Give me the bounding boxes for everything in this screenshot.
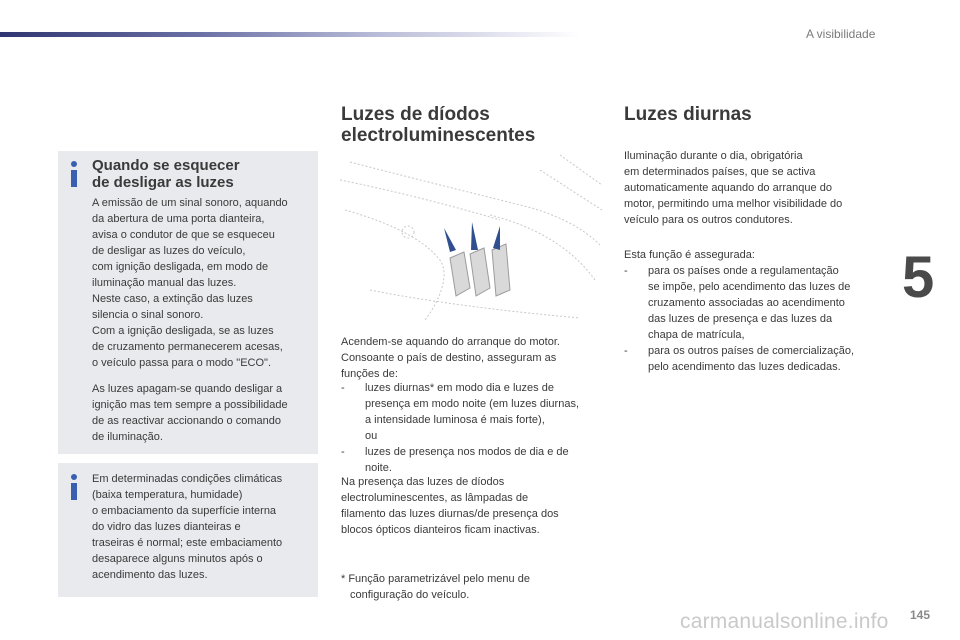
footnote: * Função parametrizável pelo menu de configuração do veículo. [341, 573, 530, 601]
headlight-illustration [340, 150, 603, 325]
panel-title: Quando se esquecer de desligar as luzes [92, 157, 240, 191]
drl-section-title: Luzes diurnas [624, 104, 752, 125]
panel-paragraph-1: A emissão de um sinal sonoro, aquando da abertura de uma porta dianteira, avisa o condutor de que se esqueceu de desligar as luzes do veículo, com ignição desligada, em modo de iluminação manual das luzes. Neste caso, a extinção das luzes silencia o sinal sonoro. Com a ignição desligada, se as luzes de cruzamento permanecerem acesas, o veículo passa para o modo "ECO". [92, 197, 288, 369]
info-icon [68, 161, 80, 187]
list-item: - para os países onde a regulamentação se impõe, pelo acendimento das luzes de cruzamento associadas ao acendimento das luzes de presença e das luzes da chapa de matrícula, [624, 265, 851, 341]
drl-paragraph-1: Iluminação durante o dia, obrigatória em determinados países, que se activa automaticamente aquando do arranque do motor, permitindo uma melhor visibilidade do veículo para os outros condutores. [624, 150, 843, 226]
panel-paragraph: Em determinadas condições climáticas (baixa temperatura, humidade) o embaciamento da superfície interna do vidro das luzes dianteiras e traseiras é normal; este embaciamento desaparece alguns minutos após o acendimento das luzes. [92, 473, 283, 581]
section-title: A visibilidade [806, 27, 876, 41]
info-panel-lights-warning [58, 151, 318, 454]
led-section-title: Luzes de díodos electroluminescentes [341, 104, 536, 146]
page-number: 145 [910, 608, 931, 622]
panel-paragraph-2: As luzes apagam-se quando desligar a ignição mas tem sempre a possibilidade de as reactivar accionando o comando de iluminação. [92, 383, 288, 443]
list-item: - luzes diurnas* em modo dia e luzes de presença em modo noite (em luzes diurnas, a intensidade luminosa é mais forte), ou [341, 382, 579, 442]
led-intro: Acendem-se aquando do arranque do motor. Consoante o país de destino, asseguram as funções de: [341, 336, 560, 380]
header-gradient-bar [0, 32, 580, 37]
watermark: carmanualsonline.info [680, 610, 889, 633]
drl-paragraph-2: Esta função é assegurada: [624, 249, 755, 261]
info-icon [68, 474, 80, 500]
led-closing: Na presença das luzes de díodos electroluminescentes, as lâmpadas de filamento das luzes diurnas/de presença dos blocos ópticos dianteiros ficam inactivas. [341, 476, 559, 536]
list-item: - para os outros países de comercialização, pelo acendimento das luzes dedicadas. [624, 345, 855, 373]
drl-conditions-list [624, 263, 886, 375]
info-panel-fogging [58, 463, 318, 597]
led-functions-list [341, 380, 603, 476]
chapter-number: 5 [902, 245, 935, 310]
list-item: - luzes de presença nos modos de dia e de noite. [341, 446, 569, 474]
